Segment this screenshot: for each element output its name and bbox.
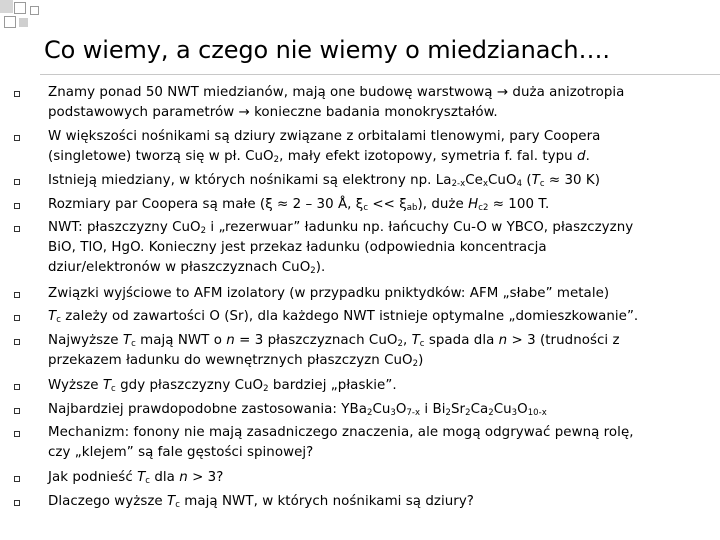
text-run: Dlaczego wyższe (48, 494, 168, 509)
text-run: = 3 płaszczyznach CuO (234, 333, 398, 348)
text-run: i Bi (420, 402, 446, 417)
text-run: ≈ 100 T. (488, 197, 550, 212)
text-run: ( (522, 173, 532, 188)
bullet-line (48, 285, 609, 302)
subscript-text: 3 (511, 408, 518, 418)
square-bullet-icon (14, 408, 20, 414)
bullet-line (48, 469, 223, 486)
text-run: ), duże (417, 197, 469, 212)
text-run: zależy od zawartości O (Sr), dla każdego NWT istnieje optymalne „domieszkowanie”. (60, 309, 639, 324)
bullet-line (48, 196, 549, 213)
italic-text: T (48, 309, 57, 324)
text-run: podstawowych parametrów → konieczne badania monokryształów. (48, 105, 498, 120)
subscript-text: c (539, 179, 545, 189)
deco-square-5 (30, 6, 39, 15)
subscript-text: 4 (516, 179, 523, 189)
text-run: mają NWT, w których nośnikami są dziury? (180, 494, 474, 509)
text-run: , (402, 333, 412, 348)
text-run: i „rezerwuar” ładunku np. łańcuchy Cu-O w YBCO, płaszczyzny (206, 220, 634, 235)
italic-text: H (468, 197, 479, 212)
subscript-text: c (111, 384, 116, 394)
subscript-text: 2 (465, 408, 471, 418)
bullet-line (48, 308, 638, 325)
text-run: Cu (372, 402, 391, 417)
bullet-line (48, 84, 624, 101)
bullet-line (48, 352, 423, 369)
text-run: (singletowe) tworzą się w pł. CuO (48, 149, 274, 164)
bullet-line (48, 377, 397, 394)
square-bullet-icon (14, 384, 20, 390)
bullet-line (48, 239, 547, 256)
subscript-text: 2 (445, 408, 451, 418)
square-bullet-icon (14, 476, 20, 482)
bullet-line (48, 401, 547, 418)
text-run: CuO (488, 173, 517, 188)
text-run: Istnieją miedziany, w których nośnikami są elektrony np. La (48, 173, 452, 188)
subscript-text: x (482, 179, 489, 189)
subscript-text: 2 (488, 408, 494, 418)
text-run: Ce (465, 173, 483, 188)
bullet-line (48, 259, 325, 276)
subscript-text: 2 (200, 226, 207, 236)
text-run: Mechanizm: fonony nie mają zasadniczego znaczenia, ale mogą odgrywać pewną rolę, (48, 425, 634, 440)
text-run: bardziej „płaskie”. (268, 378, 397, 393)
text-run: spada dla (424, 333, 499, 348)
text-run: Jak podnieść (48, 470, 138, 485)
text-run: Wyższe (48, 378, 103, 393)
italic-text: d (577, 149, 586, 164)
text-run: Cu (493, 402, 512, 417)
bullet-line (48, 444, 313, 461)
subscript-text: 7-x (406, 408, 421, 418)
text-run: gdy płaszczyzny CuO (115, 378, 264, 393)
bullet-line (48, 128, 600, 145)
text-run: BiO, TlO, HgO. Konieczny jest przekaz ładunku (odpowiednia koncentracja (48, 240, 547, 255)
text-run: przekazem ładunku do wewnętrznych płaszczyzn CuO (48, 353, 413, 368)
text-run: > 3 (trudności z (507, 333, 620, 348)
italic-text: T (102, 378, 112, 393)
subscript-text: c (131, 339, 136, 349)
text-run: dziur/elektronów w płaszczyznach CuO (48, 260, 311, 275)
text-run: Rozmiary par Coopera są małe (ξ ≈ 2 – 30 Å, ξ (48, 197, 364, 212)
square-bullet-icon (14, 292, 20, 298)
corner-squares-decoration (0, 0, 60, 40)
italic-text: n (226, 333, 235, 348)
subscript-text: c2 (478, 203, 489, 213)
bullet-line (48, 104, 498, 121)
text-run: O (395, 402, 407, 417)
text-run: O (517, 402, 528, 417)
title-divider (40, 74, 720, 75)
text-run: czy „klejem” są fale gęstości spinowej? (48, 445, 314, 460)
italic-text: T (411, 333, 420, 348)
square-bullet-icon (14, 203, 20, 209)
bullet-line (48, 172, 600, 189)
subscript-text: c (145, 476, 151, 486)
slide-title: Co wiemy, a czego nie wiemy o miedzianach…. (44, 36, 610, 64)
italic-text: T (122, 333, 132, 348)
italic-text: n (179, 470, 188, 485)
square-bullet-icon (14, 339, 20, 345)
text-run: Sr (450, 402, 466, 417)
subscript-text: 2 (273, 155, 280, 165)
text-run: Związki wyjściowe to AFM izolatory (w przypadku pniktydków: AFM „słabe” metale) (48, 286, 610, 301)
deco-square-4 (19, 18, 28, 27)
square-bullet-icon (14, 226, 20, 232)
italic-text: T (137, 470, 146, 485)
text-run: Najwyższe (48, 333, 123, 348)
subscript-text: 2 (397, 339, 403, 349)
text-run: , mały efekt izotopowy, symetria f. fal. typu (279, 149, 578, 164)
text-run: NWT: płaszczyzny CuO (48, 220, 201, 235)
square-bullet-icon (14, 315, 20, 321)
bullet-line (48, 148, 590, 165)
square-bullet-icon (14, 431, 20, 437)
text-run: W większości nośnikami są dziury związane z orbitalami tlenowymi, pary Coopera (48, 129, 601, 144)
text-run: > 3? (187, 470, 224, 485)
bullet-line (48, 493, 474, 510)
subscript-text: 2 (263, 384, 269, 394)
deco-square-1 (0, 0, 13, 13)
text-run: ) (418, 353, 424, 368)
subscript-text: c (419, 339, 425, 349)
text-run: Najbardziej prawdopodobne zastosowania: YBa (48, 402, 367, 417)
italic-text: T (167, 494, 176, 509)
square-bullet-icon (14, 135, 20, 141)
bullet-line (48, 332, 620, 349)
square-bullet-icon (14, 500, 20, 506)
subscript-text: 10-x (527, 408, 547, 418)
text-run: . (585, 149, 590, 164)
text-run: Znamy ponad 50 NWT miedzianów, mają one budowę warstwową → duża anizotropia (48, 85, 625, 100)
subscript-text: c (363, 203, 369, 213)
subscript-text: c (175, 500, 180, 510)
subscript-text: c (56, 315, 61, 325)
deco-square-2 (14, 2, 26, 14)
bullet-line (48, 219, 633, 236)
subscript-text: 2-x (451, 179, 466, 189)
italic-text: n (498, 333, 508, 348)
subscript-text: 2 (412, 359, 419, 369)
text-run: mają NWT o (135, 333, 227, 348)
subscript-text: 2 (310, 266, 316, 276)
subscript-text: ab (406, 203, 418, 213)
text-run: dla (150, 470, 180, 485)
text-run: ≈ 30 K) (544, 173, 601, 188)
square-bullet-icon (14, 179, 20, 185)
deco-square-3 (4, 16, 16, 28)
square-bullet-icon (14, 91, 20, 97)
text-run: << ξ (368, 197, 407, 212)
italic-text: T (531, 173, 540, 188)
text-run: Ca (470, 402, 489, 417)
subscript-text: 2 (367, 408, 373, 418)
bullet-line (48, 424, 634, 441)
text-run: ). (315, 260, 326, 275)
subscript-text: 3 (390, 408, 396, 418)
